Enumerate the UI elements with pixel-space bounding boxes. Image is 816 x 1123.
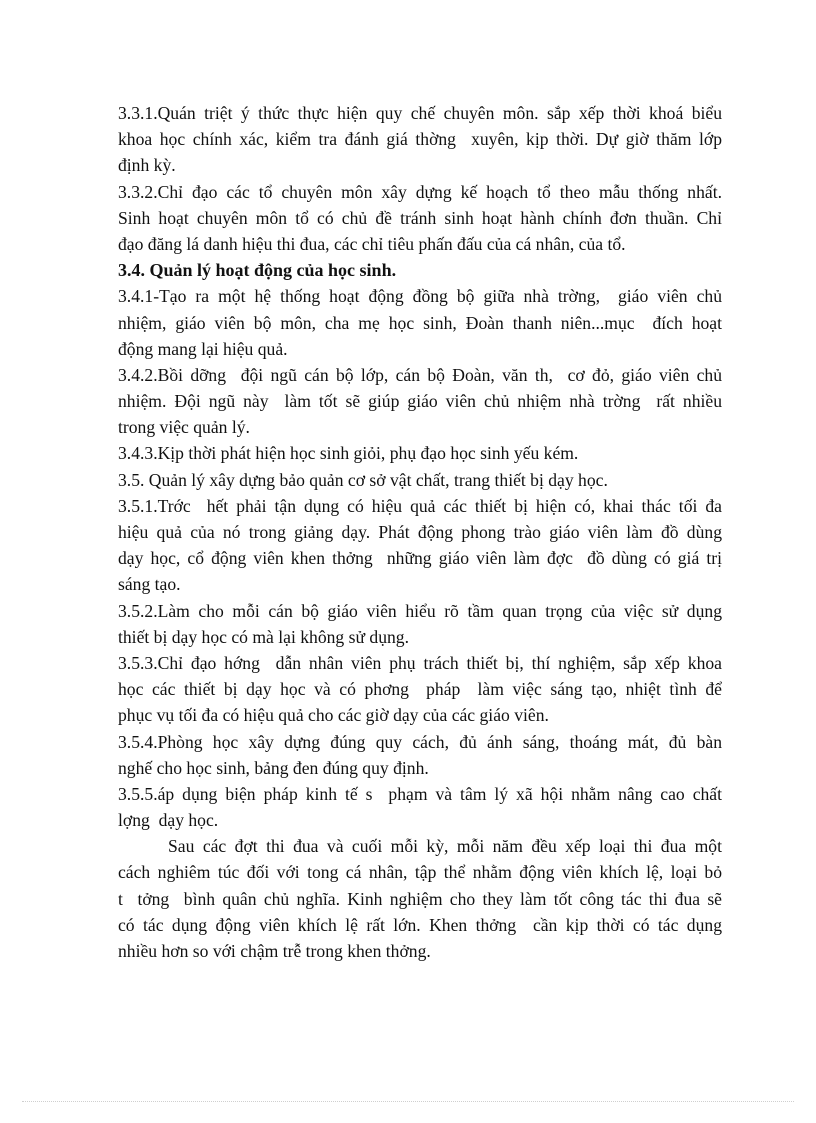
- paragraph-3-4-2-line-1: 3.4.2.Bồi dỡng đội ngũ cán bộ lớp, cán bộ Đoàn, văn th, cơ đỏ, giáo viên chủ: [118, 364, 722, 385]
- paragraph-3-5-3-line-2: học các thiết bị dạy học và có phơng pháp làm việc sáng tạo, nhiệt tình để: [118, 679, 722, 700]
- paragraph-3-5-2-line-1: 3.5.2.Làm cho mỗi cán bộ giáo viên hiểu rõ tầm quan trọng của việc sử dụng: [118, 600, 722, 621]
- document-body: [118, 100, 722, 964]
- paragraph-3-5-1-line-4: sáng tạo.: [118, 574, 181, 595]
- closing-paragraph-line-1: Sau các đợt thi đua và cuối mỗi kỳ, mỗi năm đều xếp loại thi đua một: [168, 836, 722, 857]
- closing-paragraph-line-5: nhiều hơn so với chậm trễ trong khen thởng.: [118, 941, 431, 961]
- paragraph-3-4-2-line-2: nhiệm. Đội ngũ này làm tốt sẽ giúp giáo viên chủ nhiệm nhà trờng rất nhiều: [118, 391, 722, 412]
- footer-dotted-rule: [22, 1101, 794, 1102]
- paragraph-3-4-2-line-3: trong việc quản lý.: [118, 417, 250, 438]
- paragraph-3-5-1-line-1: 3.5.1.Trớc hết phải tận dụng có hiệu quả các thiết bị hiện có, khai thác tối đa: [118, 495, 722, 516]
- paragraph-3-5-3-line-1: 3.5.3.Chỉ đạo hớng dẫn nhân viên phụ trách thiết bị, thí nghiệm, sắp xếp khoa: [118, 652, 722, 673]
- paragraph-3-4-1-line-2: nhiệm, giáo viên bộ môn, cha mẹ học sinh, Đoàn thanh niên...mục đích hoạt: [118, 312, 722, 333]
- paragraph-3-4-1-line-3: động mang lại hiệu quả.: [118, 338, 288, 359]
- paragraph-3-5-3-line-3: phục vụ tối đa có hiệu quả cho các giờ dạy của các giáo viên.: [118, 705, 549, 726]
- paragraph-3-3-1-line-2: khoa học chính xác, kiểm tra đánh giá thờng xuyên, kịp thời. Dự giờ thăm lớp: [118, 129, 722, 150]
- paragraph-3-5-5-line-2: lợng dạy học.: [118, 810, 219, 831]
- paragraph-3-5-2-line-2: thiết bị dạy học có mà lại không sử dụng.: [118, 626, 409, 647]
- section-heading-3-5: 3.5. Quản lý xây dựng bảo quản cơ sở vật chất, trang thiết bị dạy học.: [118, 469, 608, 490]
- closing-paragraph-line-4: có tác dụng động viên khích lệ rất lớn. Khen thởng cần kịp thời có tác dụng: [118, 914, 722, 935]
- paragraph-3-3-1-line-1: 3.3.1.Quán triệt ý thức thực hiện quy chế chuyên môn. sắp xếp thời khoá biểu: [118, 103, 722, 123]
- paragraph-3-4-1-line-1: 3.4.1-Tạo ra một hệ thống hoạt động đồng bộ giữa nhà trờng, giáo viên chủ: [118, 286, 722, 307]
- paragraph-3-3-2-line-3: đạo đăng lá danh hiệu thi đua, các chỉ tiêu phấn đấu của cá nhân, của tổ.: [118, 233, 626, 254]
- paragraph-3-3-2-line-1: 3.3.2.Chỉ đạo các tổ chuyên môn xây dựng kế hoạch tổ theo mẫu thống nhất.: [118, 181, 722, 202]
- section-heading-3-4: 3.4. Quản lý hoạt động của học sinh.: [118, 260, 397, 281]
- paragraph-3-4-3: 3.4.3.Kịp thời phát hiện học sinh giỏi, phụ đạo học sinh yếu kém.: [118, 443, 579, 464]
- paragraph-3-5-4-line-2: nghế cho học sinh, bảng đen đúng quy định.: [118, 757, 429, 778]
- paragraph-3-3-2-line-2: Sinh hoạt chuyên môn tổ có chủ đề tránh sinh hoạt hành chính đơn thuần. Chỉ: [118, 207, 722, 228]
- paragraph-3-5-5-line-1: 3.5.5.áp dụng biện pháp kinh tế s phạm và tâm lý xã hội nhằm nâng cao chất: [118, 783, 722, 804]
- paragraph-3-5-1-line-2: hiệu quả của nó trong giảng dạy. Phát động phong trào giáo viên làm đồ dùng: [118, 522, 722, 542]
- paragraph-3-3-1-line-3: định kỳ.: [118, 155, 176, 176]
- paragraph-3-5-4-line-1: 3.5.4.Phòng học xây dựng đúng quy cách, đủ ánh sáng, thoáng mát, đủ bàn: [118, 731, 722, 752]
- closing-paragraph-line-3: t tởng bình quân chủ nghĩa. Kinh nghiệm cho they làm tốt công tác thi đua sẽ: [118, 888, 722, 909]
- closing-paragraph-line-2: cách nghiêm túc đối với tong cá nhân, tập thể nhằm động viên khích lệ, loại bỏ: [118, 862, 722, 883]
- paragraph-3-5-1-line-3: dạy học, cổ động viên khen thởng những giáo viên làm đợc đồ dùng có giá trị: [118, 548, 722, 569]
